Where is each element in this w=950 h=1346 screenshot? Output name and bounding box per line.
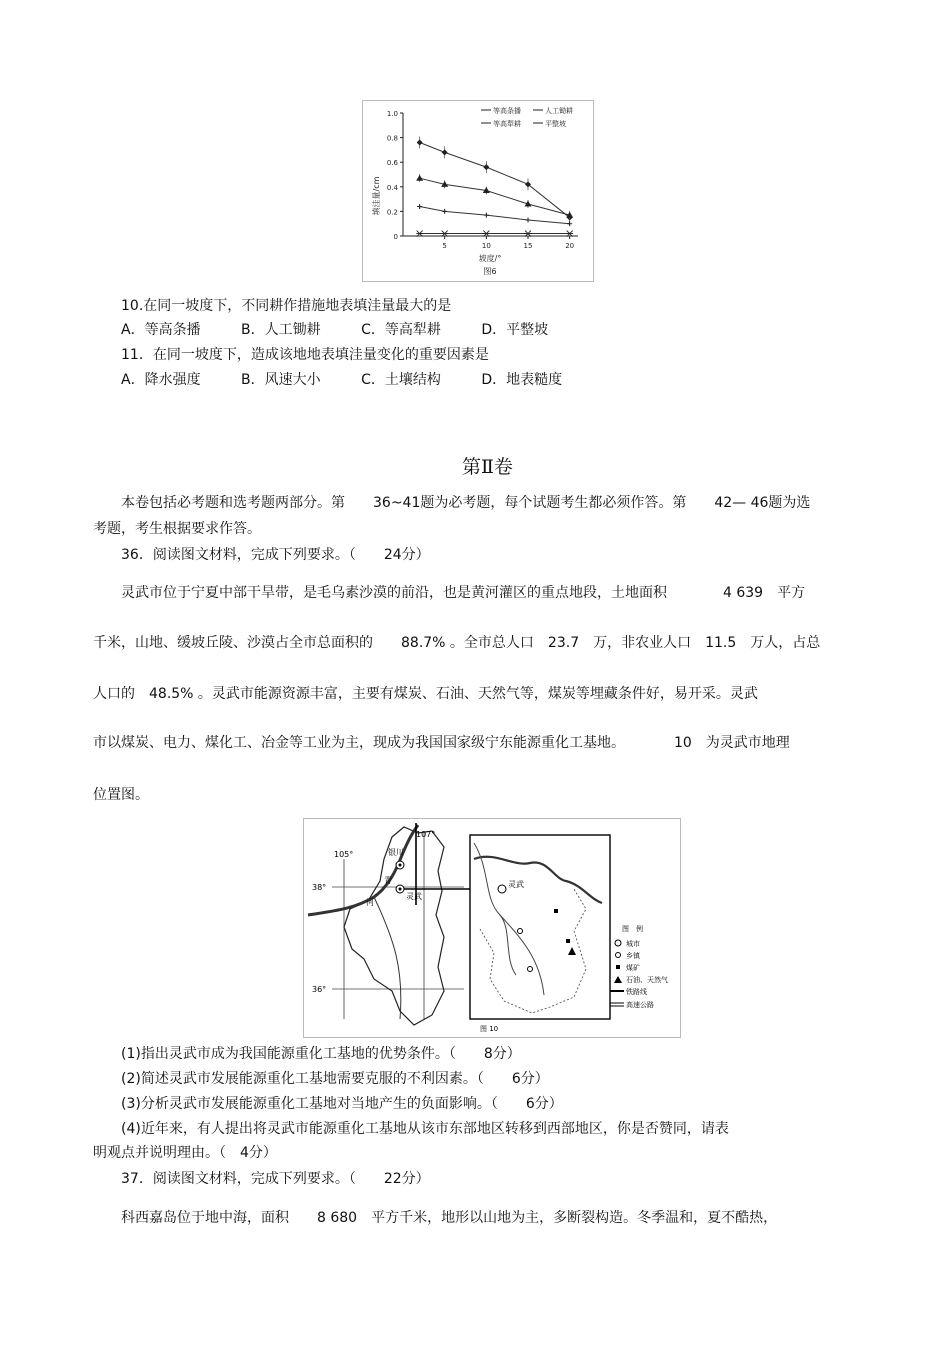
data-point [483,164,489,170]
q11-option-a[interactable]: A．降水强度 [121,372,201,388]
figure-6-chart [363,101,593,281]
legend-railway: 铁路线 [626,988,647,996]
question-11-stem: 11．在同一坡度下，造成该地地表填洼量变化的重要因素是 [121,347,489,363]
q36-para-line-5: 位置图。 [93,787,149,803]
question-36-head: 36．阅读图文材料，完成下列要求。（ 24分） [121,547,430,563]
q11-option-d[interactable]: D．地表糙度 [481,372,563,388]
q37-para-line-1: 科西嘉岛位于地中海，面积 8 680 平方千米，地形以山地为主，多断裂构造。冬季温和，夏不酷热， [121,1210,778,1226]
x-axis-label: 坡度/° [478,254,502,263]
series-line-2 [420,178,570,215]
x-tick-label: 5 [442,242,447,250]
inset-label-lingwu: 灵武 [508,880,524,889]
question-11-options [121,371,598,389]
x-tick-label: 10 [481,242,491,250]
legend-label-4: 平整坡 [545,120,566,128]
q36-sub-4-line-1: (4)近年来，有人提出将灵武市能源重化工基地从该市东部地区转移到西部地区，你是否赞同，请表 [121,1121,729,1137]
y-tick-label: 0 [393,233,398,241]
coal-mine-marker [566,939,570,943]
figure-10-svg [304,819,680,1037]
legend-highway: 高速公路 [626,1001,654,1009]
q10-option-d[interactable]: D．平整坡 [481,322,549,338]
x-tick-label: 15 [523,242,533,250]
figure-6 [362,100,594,282]
q11-option-c[interactable]: C．土壤结构 [361,372,441,388]
y-tick-label: 0.2 [386,208,398,217]
tributary [374,897,401,1019]
section-intro-line-2: 考题，考生根据要求作答。 [93,521,261,537]
label-yinchuan: 银川 [388,848,404,857]
series-line-1 [420,143,570,218]
legend-oil-icon [614,976,622,983]
label-qing: 青 [384,876,392,885]
data-point [526,218,531,223]
data-point [417,140,423,146]
q36-sub-3: (3)分析灵武市发展能源重化工基地对当地产生的负面影响。（ 6分） [121,1096,563,1112]
q36-para-line-1: 灵武市位于宁夏中部干旱带，是毛乌素沙漠的前沿，也是黄河灌区的重点地段，土地面积 4 639 平方 [121,585,806,601]
legend-oil-gas: 石油、天然气 [626,976,668,984]
legend-coal-icon [616,965,620,969]
q10-option-c[interactable]: C．等高犁耕 [361,322,441,338]
q36-para-line-3: 人口的 48.5% 。灵武市能源资源丰富，主要有煤炭、石油、天然气等，煤炭等埋藏条件好，易开采。灵武 [93,686,758,702]
lon-label-107: 107° [416,830,436,839]
section-title: 第Ⅱ卷 [462,456,513,478]
legend-town: 乡镇 [626,952,640,960]
legend-label-2: 人工锄耕 [545,107,573,115]
x-tick-label: 20 [565,242,575,250]
q36-sub-2: (2)简述灵武市发展能源重化工基地需要克服的不利因素。（ 6分） [121,1071,549,1087]
legend-coal: 煤矿 [626,964,640,972]
legend-town-icon [616,953,621,958]
data-point [484,213,489,218]
y-axis-label: 填洼量/cm [372,176,381,216]
label-he: 河 [366,898,374,907]
data-point [417,204,422,209]
city-dot [399,864,402,867]
q36-sub-4-line-2: 明观点并说明理由。（ 4分） [93,1145,277,1161]
town-marker [528,967,533,972]
q36-para-line-2: 千米，山地、缓坡丘陵、沙漠占全市总面积的 88.7% 。全市总人口 23.7 万，非农业人口 11.5 万人，占总 [93,635,821,651]
q11-option-b[interactable]: B．风速大小 [241,372,321,388]
y-tick-label: 1.0 [386,110,398,118]
y-tick-label: 0.4 [386,183,398,192]
label-lingwu: 灵武 [406,892,422,901]
legend-city-icon [615,940,621,946]
data-point [416,175,423,181]
legend-label-1: 等高条播 [493,107,521,115]
q10-option-a[interactable]: A．等高条播 [121,322,201,338]
lat-label-38: 38° [312,883,327,892]
y-tick-label: 0.8 [386,134,398,143]
inset-city [498,885,506,893]
figure-10-map [303,818,681,1038]
q10-option-b[interactable]: B．人工锄耕 [241,322,321,338]
section-intro-line-1: 本卷包括必考题和选考题两部分。第 36~41题为必考题，每个试题考生都必须作答。第 42— 46题为选 [121,495,811,511]
lon-label-105: 105° [334,850,354,859]
figure-10-caption: 图 10 [480,1025,499,1033]
figure-6-caption: 图6 [483,267,497,276]
town-marker [518,929,523,934]
lat-label-36: 36° [312,985,327,994]
question-37-head: 37．阅读图文材料，完成下列要求。（ 22分） [121,1171,430,1187]
legend-title: 图 例 [622,925,643,933]
q36-para-line-4: 市以煤炭、电力、煤化工、冶金等工业为主，现成为我国国家级宁东能源重化工基地。 10 为灵武市地理 [93,735,790,751]
data-point [442,209,447,214]
data-point [567,221,572,226]
coal-mine-marker [554,909,558,913]
question-10-options [121,321,584,339]
data-point [442,149,448,155]
legend-label-3: 等高犁耕 [493,120,521,128]
q36-sub-1: (1)指出灵武市成为我国能源重化工基地的优势条件。（ 8分） [121,1046,521,1062]
yellow-river [308,825,418,915]
y-tick-label: 0.6 [386,159,398,168]
legend-city: 城市 [626,940,640,948]
question-10-stem: 10.在同一坡度下，不同耕作措施地表填洼量最大的是 [121,298,452,314]
city-dot [399,888,402,891]
